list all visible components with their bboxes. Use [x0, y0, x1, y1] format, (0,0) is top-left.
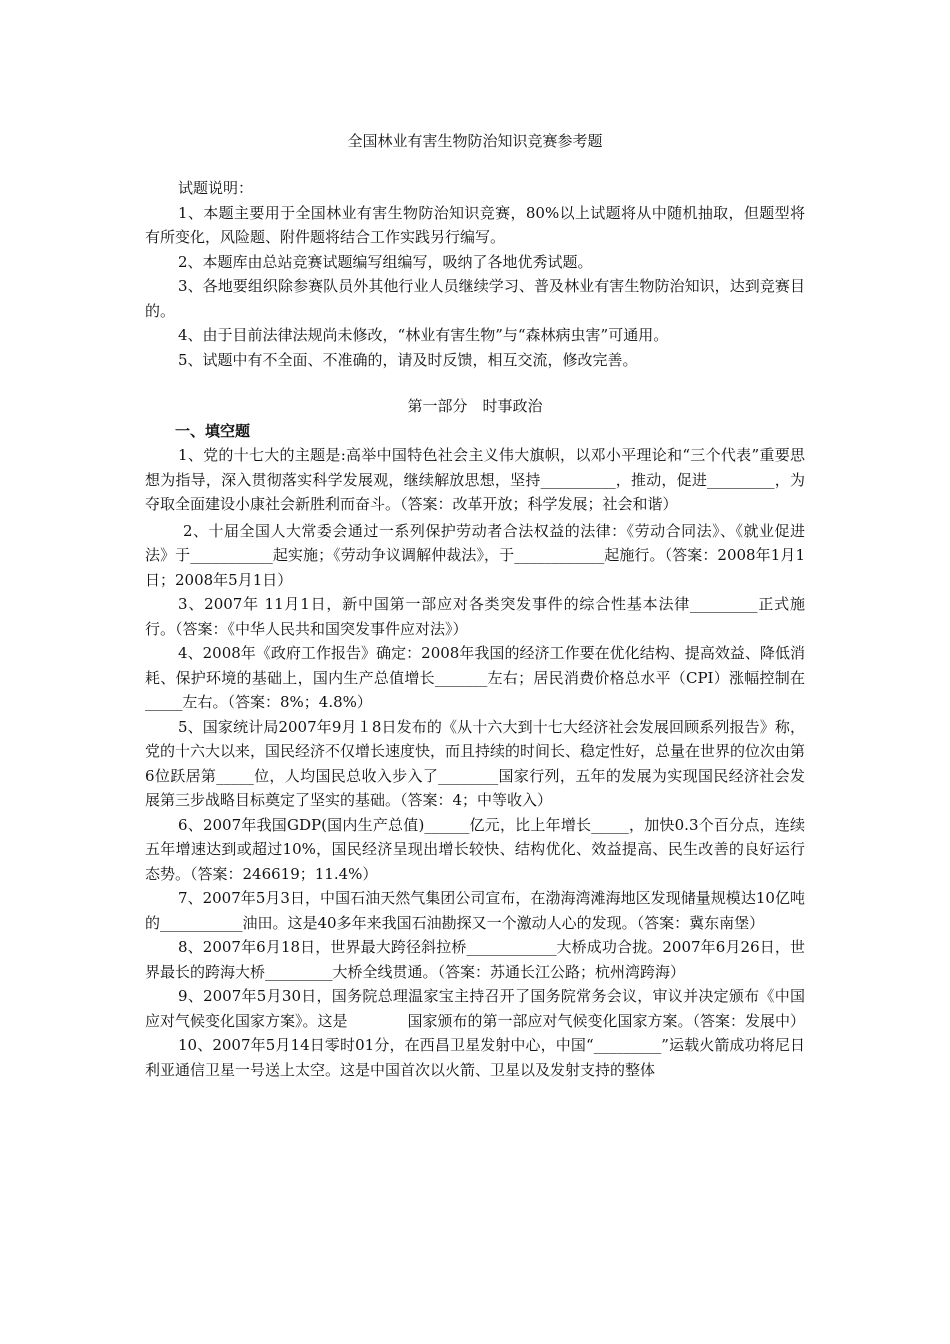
intro-item-5: 5、试题中有不全面、不准确的，请及时反馈，相互交流，修改完善。 — [178, 350, 638, 369]
intro-item-3: 3、各地要组织除参赛队员外其他行业人员继续学习、普及林业有害生物防治知识，达到竞赛目的。 — [145, 277, 805, 320]
question-9: 9、2007年5月30日，国务院总理温家宝主持召开了国务院常务会议，审议并决定颁布《中国应对气候变化国家方案》。这是 国家颁布的第一部应对气候变化国家方案。（答案：发展中） — [145, 987, 806, 1030]
question-6: 6、2007年我国GDP(国内生产总值)______亿元，比上年增长_____，加快0.3个百分点，连续五年增速达到或超过10%，国民经济呈现出增长较快、结构优化、效益提高、民生改善的良好运行态势。（答案：246619；11.4%） — [145, 815, 805, 883]
intro-item-2: 2、本题库由总站竞赛试题编写组编写，吸纳了各地优秀试题。 — [178, 252, 593, 271]
question-7: 7、2007年5月3日，中国石油天然气集团公司宣布，在渤海湾滩海地区发现储量规模达10亿吨的___________油田。这是40多年来我国石油勘探又一个激动人心的发现。（答案：冀东南堡） — [145, 889, 805, 932]
section-heading: 一、填空题 — [175, 421, 251, 440]
document-body — [145, 176, 805, 1082]
intro-heading: 试题说明： — [178, 179, 254, 197]
intro-item-1: 1、本题主要用于全国林业有害生物防治知识竞赛，80%以上试题将从中随机抽取，但题型将有所变化，风险题、附件题将结合工作实践另行编写。 — [145, 203, 805, 246]
question-4: 4、2008年《政府工作报告》确定：2008年我国的经济工作要在优化结构、提高效益、降低消耗、保护环境的基础上，国内生产总值增长_______左右；居民消费价格总水平（CPI）涨幅控制在_____左右。（答案：8%；4.8%） — [145, 644, 805, 711]
question-1: 1、党的十七大的主题是:高举中国特色社会主义伟大旗帜，以邓小平理论和“三个代表”重要思想为指导，深入贯彻落实科学发展观，继续解放思想，坚持__________，推动，促进_________，为夺取全面建设小康社会新胜利而奋斗。（答案：改革开放；科学发展；社会和谐） — [145, 446, 805, 513]
question-10: 10、2007年5月14日零时01分，在西昌卫星发射中心，中国“_________”运载火箭成功将尼日利亚通信卫星一号送上太空。这是中国首次以火箭、卫星以及发射支持的整体 — [145, 1036, 805, 1079]
document-title: 全国林业有害生物防治知识竞赛参考题 — [347, 132, 603, 150]
intro-item-4: 4、由于目前法律法规尚未修改，“林业有害生物”与“森林病虫害”可通用。 — [178, 326, 669, 344]
part-title: 第一部分 时事政治 — [407, 397, 543, 415]
question-5: 5、国家统计局2007年9月１8日发布的《从十六大到十七大经济社会发展回顾系列报告》称，党的十六大以来，国民经济不仅增长速度快，而且持续的时间长、稳定性好，总量在世界的位次由第6位跃居第_____位，人均国民总收入步入了________国家行列，五年的发展为实现国民经济社会发展第三步战略目标奠定了坚实的基础。（答案：4；中等收入） — [145, 717, 806, 809]
question-8: 8、2007年6月18日，世界最大跨径斜拉桥____________大桥成功合拢。2007年6月26日，世界最长的跨海大桥_________大桥全线贯通。（答案：苏通长江公路；杭州湾跨海） — [145, 938, 805, 981]
question-2: 2、十届全国人大常委会通过一系列保护劳动者合法权益的法律：《劳动合同法》、《就业促进法》于___________起实施；《劳动争议调解仲裁法》，于____________起施行。（答案：2008年1月1日；2008年5月1日） — [145, 521, 805, 589]
question-3: 3、2007年 11月1日，新中国第一部应对各类突发事件的综合性基本法律_________正式施行。（答案：《中华人民共和国突发事件应对法》） — [145, 595, 805, 638]
